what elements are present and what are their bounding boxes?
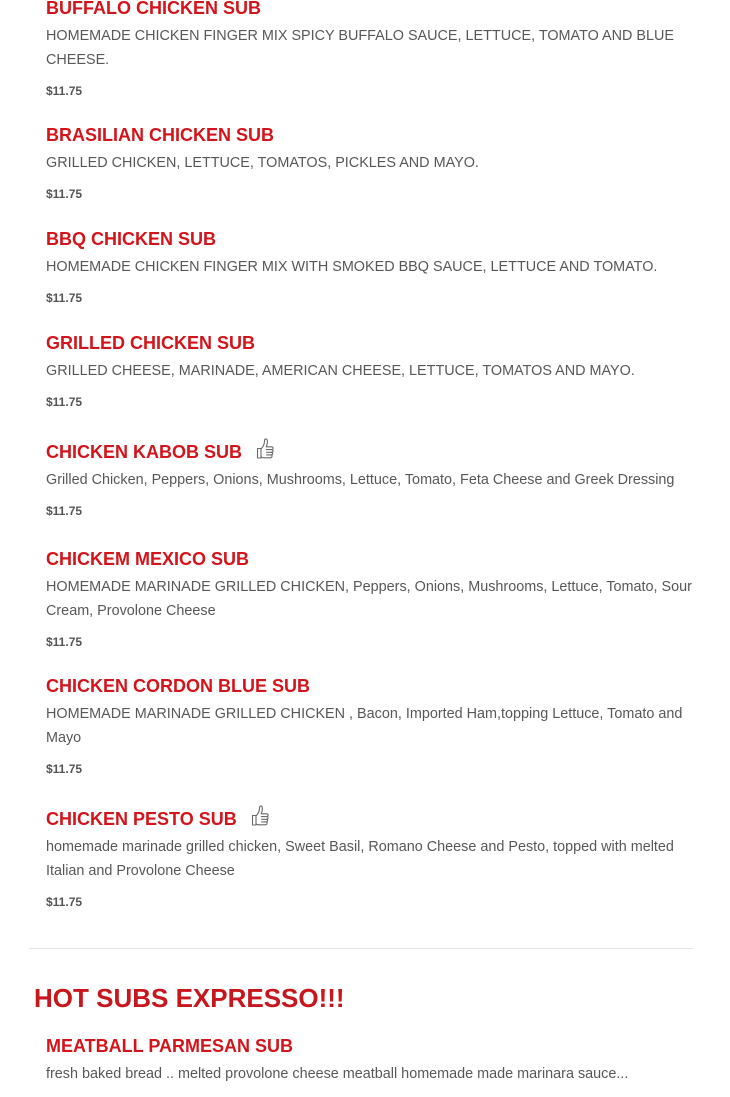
item-price: $11.75	[46, 635, 83, 649]
item-price: $11.75	[46, 187, 83, 201]
menu-item-chickem-mexico-sub[interactable]	[46, 549, 698, 649]
menu-item-bbq-chicken-sub[interactable]	[46, 229, 698, 305]
thumbs-up-icon	[249, 803, 271, 827]
menu-item-chicken-pesto-sub[interactable]	[46, 803, 698, 909]
item-price: $11.75	[46, 504, 83, 518]
item-description: Grilled Chicken, Peppers, Onions, Mushrooms, Lettuce, Tomato, Feta Cheese and Greek Dressing	[46, 472, 675, 488]
item-description: fresh baked bread .. melted provolone cheese meatball homemade made marinara sauce...	[46, 1066, 629, 1082]
item-description: GRILLED CHICKEN, LETTUCE, TOMATOS, PICKLES AND MAYO.	[46, 155, 479, 171]
item-description: homemade marinade grilled chicken, Sweet Basil, Romano Cheese and Pesto, topped with melted Italian and Provolone Cheese	[46, 839, 674, 879]
item-title: BRASILIAN CHICKEN SUB	[46, 125, 275, 145]
item-title: MEATBALL PARMESAN SUB	[46, 1036, 293, 1056]
item-price: $11.75	[46, 291, 83, 305]
item-description: HOMEMADE MARINADE GRILLED CHICKEN, Peppers, Onions, Mushrooms, Lettuce, Tomato, Sour Cream, Provolone Cheese	[46, 579, 692, 619]
item-description: HOMEMADE CHICKEN FINGER MIX SPICY BUFFALO SAUCE, LETTUCE, TOMATO AND BLUE CHEESE.	[46, 28, 674, 68]
item-title: BBQ CHICKEN SUB	[46, 229, 217, 249]
item-price: $11.75	[46, 395, 83, 409]
item-description: GRILLED CHEESE, MARINADE, AMERICAN CHEESE, LETTUCE, TOMATOS AND MAYO.	[46, 363, 635, 379]
item-price: $11.75	[46, 84, 83, 98]
menu-item-buffalo-chicken-sub[interactable]	[46, 0, 698, 98]
item-price: $11.75	[46, 895, 83, 909]
item-title: BUFFALO CHICKEN SUB	[46, 0, 261, 18]
menu-item-grilled-chicken-sub[interactable]	[46, 333, 698, 409]
item-title: CHICKEN CORDON BLUE SUB	[46, 676, 311, 696]
item-price: $11.75	[46, 762, 83, 776]
thumbs-up-icon	[254, 436, 276, 460]
item-description: HOMEMADE MARINADE GRILLED CHICKEN , Bacon, Imported Ham,topping Lettuce, Tomato and Mayo	[46, 706, 683, 746]
menu-item-meatball-parmesan-sub[interactable]	[46, 1036, 698, 1086]
menu-item-chicken-kabob-sub[interactable]	[46, 436, 698, 518]
section-heading: HOT SUBS EXPRESSO!!!	[34, 983, 345, 1013]
item-description: HOMEMADE CHICKEN FINGER MIX WITH SMOKED BBQ SAUCE, LETTUCE AND TOMATO.	[46, 259, 658, 275]
item-title: GRILLED CHICKEN SUB	[46, 333, 256, 353]
item-title: CHICKEM MEXICO SUB	[46, 549, 250, 569]
item-title: CHICKEN KABOB SUB	[46, 436, 698, 462]
section-divider	[29, 948, 693, 949]
menu-item-chicken-cordon-blue-sub[interactable]	[46, 676, 698, 776]
item-title: CHICKEN PESTO SUB	[46, 803, 698, 829]
menu-item-brasilian-chicken-sub[interactable]	[46, 125, 698, 201]
